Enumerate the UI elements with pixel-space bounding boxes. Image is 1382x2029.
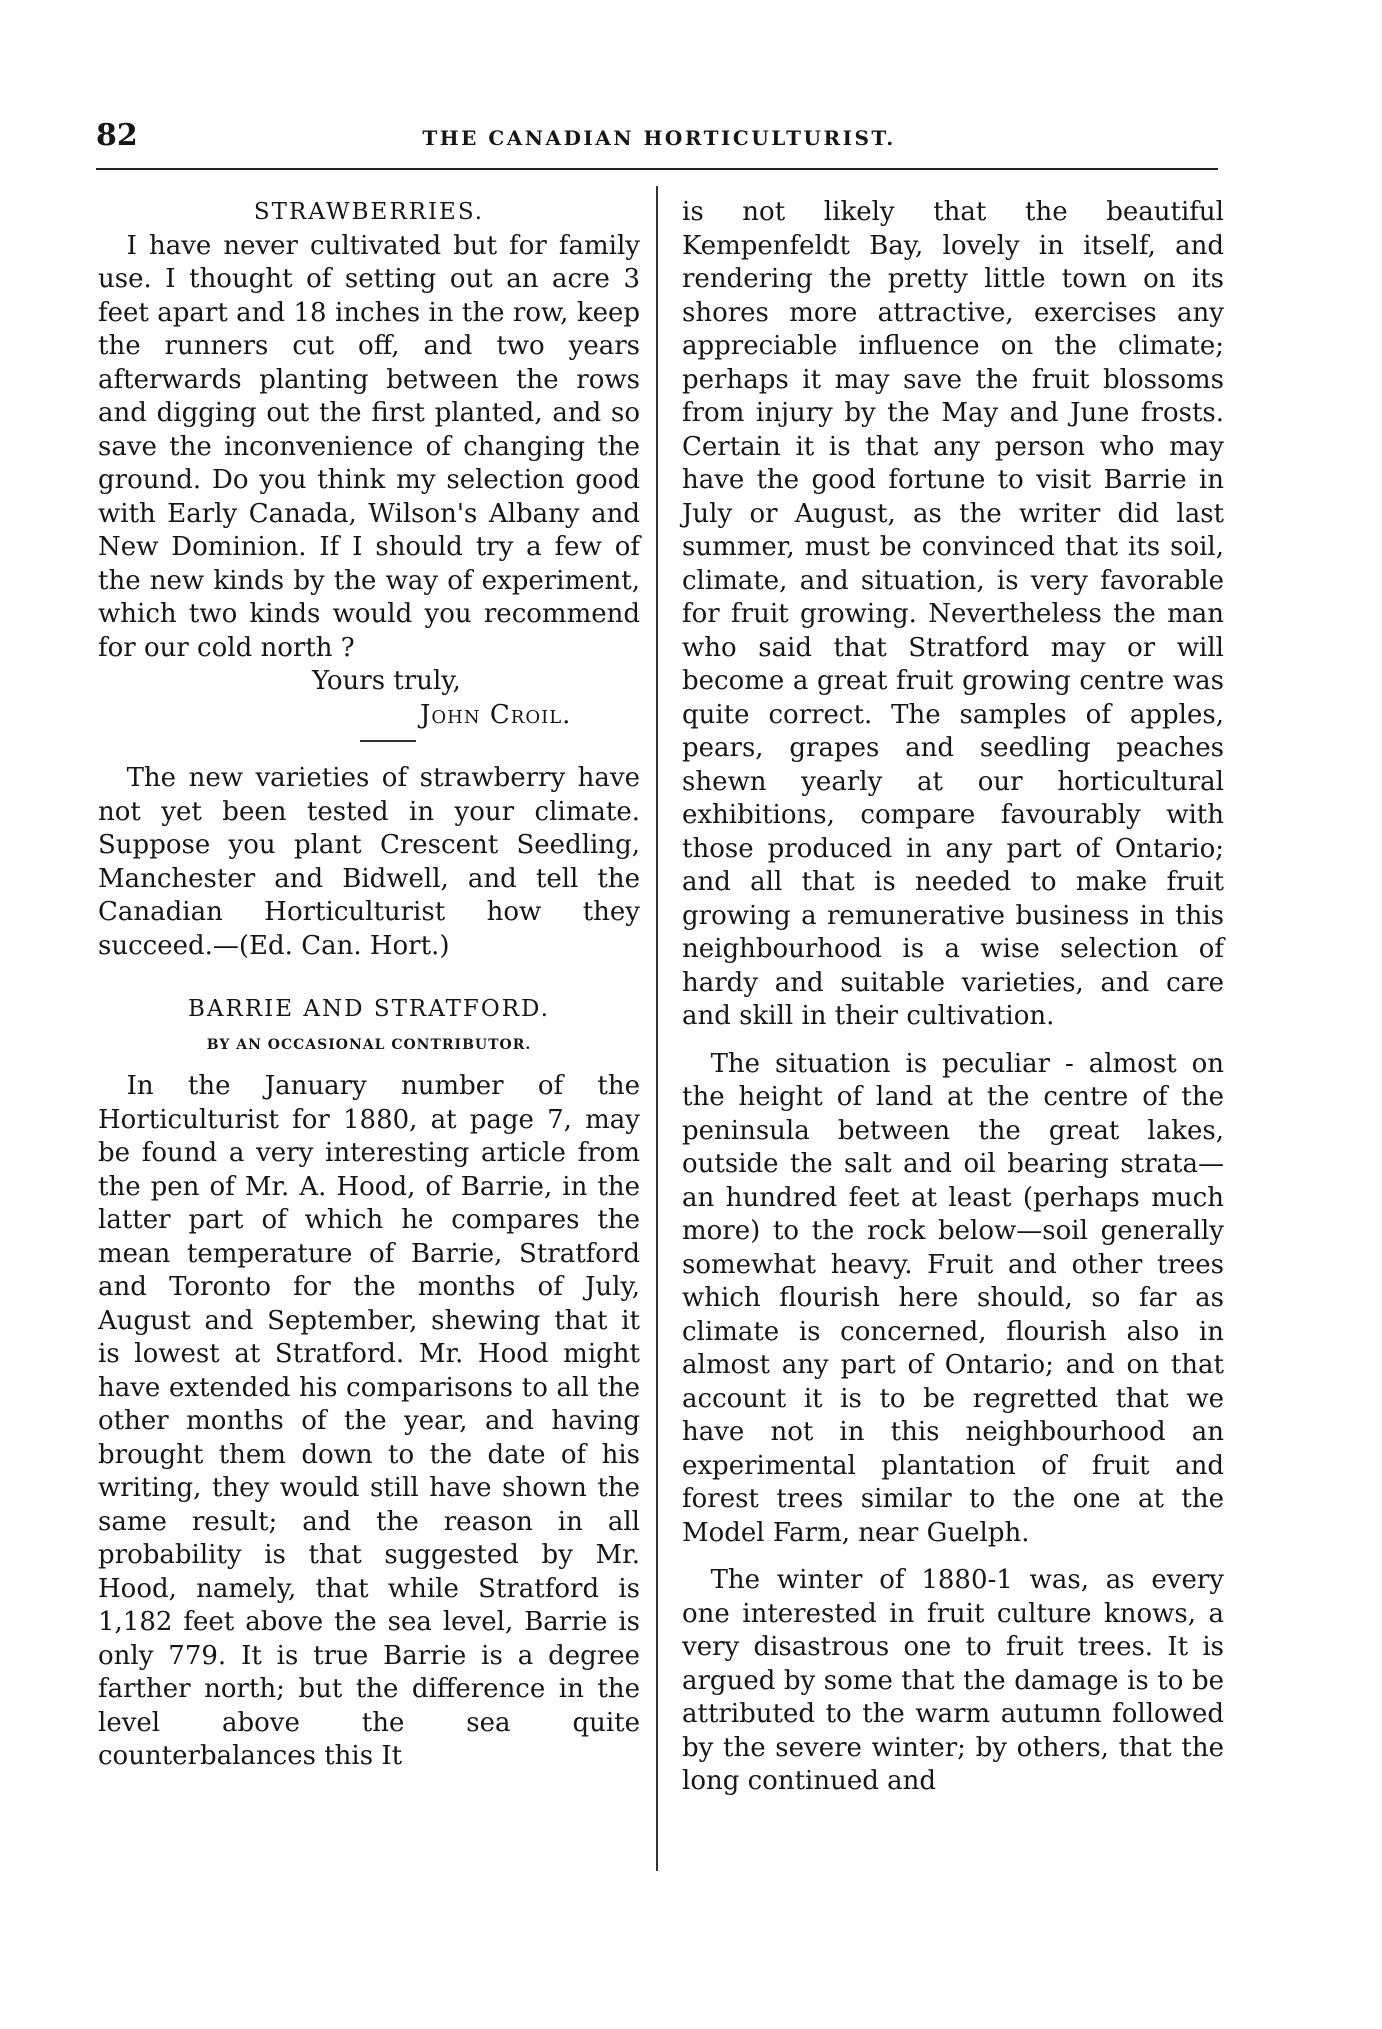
spacer	[98, 963, 640, 993]
article-heading: BARRIE AND STRATFORD.	[188, 996, 550, 1022]
letter-body: I have never cultivated but for family use. I thought of setting out an acre 3 feet apart and 18 inches in the row, keep the runners cut off, and two years afterwards planting between the rows and digging out the first planted, and so save the inconvenience of changing the ground. Do you think my selection good with Early Canada, Wilson's Albany and New Dominion. If I should try a few of the new kinds by the way of experiment, which two kinds would you recommend for our cold north ?	[98, 230, 640, 663]
editor-reply: The new varieties of strawberry have not yet been tested in your climate. Suppose you plant Crescent Seedling, Manchester and Bidwell, and tell the Canadian Horticulturist how they succeed.—(Ed. Can. Hort.)	[98, 763, 640, 961]
closing-salutation: Yours truly,	[312, 666, 461, 696]
article-paragraph-1: In the January number of the Horticulturist for 1880, at page 7, may be found a very interesting article from the pen of Mr. A. Hood, of Barrie, in the latter part of which he compares the mean temperature of Barrie, Stratford and Toronto for the months of July, August and September, shewing that it is lowest at Stratford. Mr. Hood might have extended his comparisons to all the other months of the year, and having brought them down to the date of his writing, they would still have shown the same result; and the reason in all probability is that suggested by Mr. Hood, namely, that while Stratford is 1,182 feet above the sea level, Barrie is only 779. It is true Barrie is a degree farther north; but the difference in the level above the sea quite counterbalances this It	[98, 1071, 640, 1771]
section-rule	[360, 740, 416, 742]
right-column	[682, 196, 1224, 1799]
article-paragraph-3: The winter of 1880-1 was, as every one interested in fruit culture knows, a very disastrous one to fruit trees. It is argued by some that the damage is to be attributed to the warm autumn followed by the severe winter; by others, that the long continued and	[682, 1565, 1224, 1796]
letter-closing	[98, 665, 640, 732]
article-paragraph-2: The situation is peculiar - almost on the height of land at the centre of the peninsula between the great lakes, outside the salt and oil bearing strata—an hundred feet at least (perhaps much more) to the rock below—soil generally somewhat heavy. Fruit and other trees which flourish here should, so far as climate is concerned, flourish also in almost any part of Ontario; and on that account it is to be regretted that we have not in this neighbourhood an experimental plantation of fruit and forest trees similar to the one at the Model Farm, near Guelph.	[682, 1048, 1224, 1548]
page-header	[96, 118, 1222, 158]
left-column	[98, 196, 640, 1774]
spacer	[682, 1034, 1224, 1048]
spacer	[682, 1550, 1224, 1564]
letter-heading: STRAWBERRIES.	[253, 199, 485, 225]
letter-signature: John Croil.	[420, 699, 572, 730]
page-number: 82	[96, 118, 138, 153]
article-paragraph-1-continued: is not likely that the beautiful Kempenfeldt Bay, lovely in itself, and rendering the pretty little town on its shores more attractive, exercises any appreciable influence on the climate; perhaps it may save the fruit blossoms from injury by the May and June frosts. Certain it is that any person who may have the good fortune to visit Barrie in July or August, as the writer did last summer, must be convinced that its soil, climate, and situation, is very favorable for fruit growing. Nevertheless the man who said that Stratford may or will become a great fruit growing centre was quite correct. The samples of apples, pears, grapes and seedling peaches shewn yearly at our horticultural exhibitions, compare favourably with those produced in any part of Ontario; and all that is needed to make fruit growing a remunerative business in this neighbourhood is a wise selection of hardy and suitable varieties, and care and skill in their cultivation.	[682, 197, 1224, 1031]
article-byline: BY AN OCCASIONAL CONTRIBUTOR.	[206, 1036, 532, 1053]
column-divider	[656, 186, 658, 1871]
running-title: THE CANADIAN HORTICULTURIST.	[422, 126, 896, 150]
header-rule	[96, 168, 1218, 170]
